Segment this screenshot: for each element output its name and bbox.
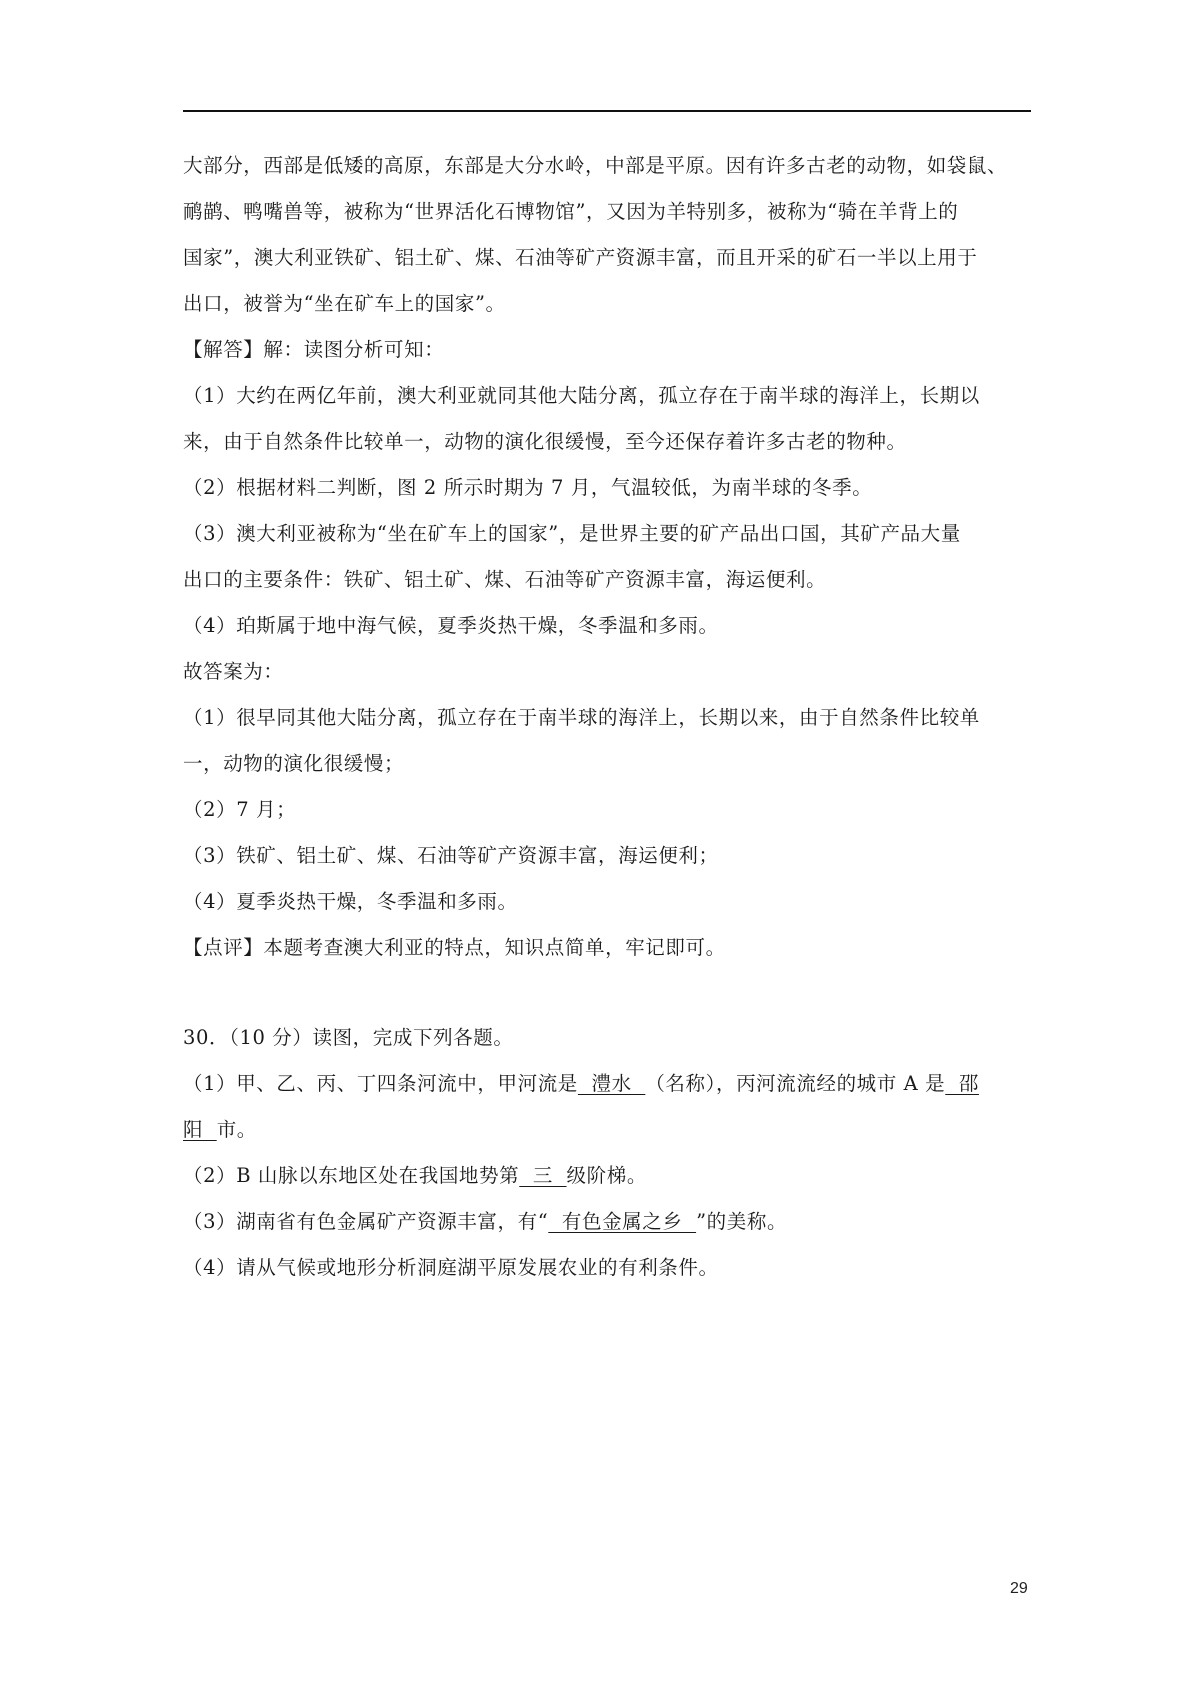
q1-text-after: 市。 (216, 1118, 257, 1141)
answer-line-3: （2）7 月； (183, 798, 297, 821)
answer-line-2: 一，动物的演化很缓慢； (183, 752, 405, 775)
answer-line-4: （3）铁矿、铝土矿、煤、石油等矿产资源丰富，海运便利； (183, 844, 719, 867)
analysis-line-3: 国家”，澳大利亚铁矿、铝土矿、煤、石油等矿产资源丰富，而且开采的矿石一半以上用于 (183, 246, 978, 269)
question-30-part-2 (183, 1162, 647, 1190)
question-30-part-3 (183, 1208, 787, 1236)
analysis-line-1: 大部分，西部是低矮的高原，东部是大分水岭，中部是平原。因有许多古老的动物，如袋鼠、 (183, 154, 1008, 177)
question-30-part-1-line-1 (183, 1070, 979, 1098)
q3-answer: 有色金属之乡 (548, 1210, 697, 1233)
q1-text-before: （1）甲、乙、丙、丁四条河流中，甲河流是 (183, 1072, 578, 1095)
solution-line-4: （3）澳大利亚被称为“坐在矿车上的国家”，是世界主要的矿产品出口国，其矿产品大量 (183, 522, 961, 545)
solution-line-3: （2）根据材料二判断，图 2 所示时期为 7 月，气温较低，为南半球的冬季。 (183, 476, 873, 499)
solution-line-5: 出口的主要条件：铁矿、铝土矿、煤、石油等矿产资源丰富，海运便利。 (183, 568, 827, 591)
answer-line-1: （1）很早同其他大陆分离，孤立存在于南半球的海洋上，长期以来，由于自然条件比较单 (183, 706, 980, 729)
answer-line-5: （4）夏季炎热干燥，冬季温和多雨。 (183, 890, 518, 913)
header-rule (183, 110, 1031, 112)
question-30-part-4: （4）请从气候或地形分析洞庭湖平原发展农业的有利条件。 (183, 1256, 719, 1279)
comment-line: 【点评】本题考查澳大利亚的特点，知识点简单，牢记即可。 (183, 936, 726, 959)
q1-text-middle: （名称），丙河流流经的城市 A 是 (645, 1072, 946, 1095)
page-number: 29 (1010, 1580, 1028, 1597)
q2-answer: 三 (519, 1164, 567, 1187)
q3-text-after: ”的美称。 (696, 1210, 788, 1233)
solution-line-6: （4）珀斯属于地中海气候，夏季炎热干燥，冬季温和多雨。 (183, 614, 719, 637)
q3-text-before: （3）湖南省有色金属矿产资源丰富，有“ (183, 1210, 549, 1233)
q1-answer-city-part1: 邵 (945, 1072, 979, 1095)
analysis-line-4: 出口，被誉为“坐在矿车上的国家”。 (183, 292, 506, 315)
analysis-line-2: 鸸鹋、鸭嘴兽等，被称为“世界活化石博物馆”，又因为羊特别多，被称为“骑在羊背上的 (183, 200, 959, 223)
question-30-part-1-line-2 (183, 1116, 257, 1144)
solution-line-2: 来，由于自然条件比较单一，动物的演化很缓慢，至今还保存着许多古老的物种。 (183, 430, 907, 453)
solution-line-1: （1）大约在两亿年前，澳大利亚就同其他大陆分离，孤立存在于南半球的海洋上，长期以 (183, 384, 980, 407)
answer-header: 故答案为： (183, 660, 284, 683)
q2-text-after: 级阶梯。 (566, 1164, 647, 1187)
question-30-title: 30．（10 分）读图，完成下列各题。 (183, 1026, 514, 1049)
q1-answer-river: 澧水 (577, 1072, 646, 1095)
solution-header: 【解答】解：读图分析可知： (183, 338, 445, 361)
q2-text-before: （2）B 山脉以东地区处在我国地势第 (183, 1164, 520, 1187)
q1-answer-city-part2: 阳 (183, 1118, 217, 1141)
